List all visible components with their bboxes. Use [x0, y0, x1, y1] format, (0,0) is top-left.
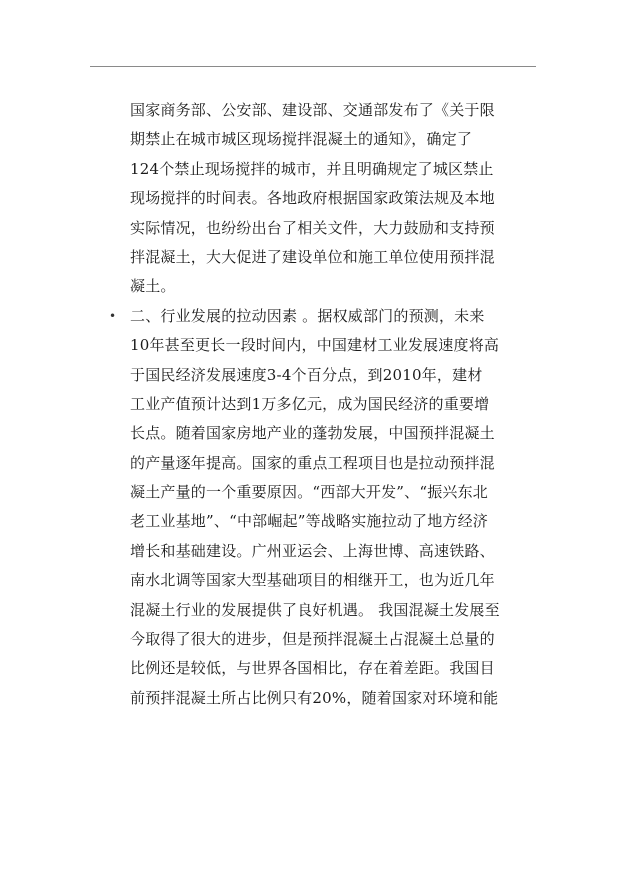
body-text [109, 96, 540, 713]
text-line: 前预拌混凝土所占比例只有20%，随着国家对环境和能 [130, 688, 499, 707]
header-divider [90, 66, 536, 67]
text-line: 老工业基地”、“中部崛起”等战略实施拉动了地方经济 [130, 512, 489, 531]
text-line: 凝土。 [130, 277, 176, 296]
text-line: 实际情况，也纷纷出台了相关文件，大力鼓励和支持预 [130, 218, 495, 237]
text-line: 二、行业发展的拉动因素 。据权威部门的预测，未来 [130, 306, 485, 325]
text-line: 的产量逐年提高。国家的重点工程项目也是拉动预拌混 [130, 453, 495, 472]
text-line: 凝土产量的一个重要原因。“西部大开发”、“振兴东北 [130, 483, 489, 502]
text-line: 工业产值预计达到1万多亿元，成为国民经济的重要增 [130, 394, 490, 413]
text-line: 混凝土行业的发展提供了良好机遇。 我国混凝土发展至 [130, 600, 500, 619]
text-line: 拌混凝土，大大促进了建设单位和施工单位使用预拌混 [130, 247, 495, 266]
list-item-growth-factors [109, 302, 540, 713]
text-line: 增长和基础建设。广州亚运会、上海世博、高速铁路、 [130, 541, 495, 560]
paragraph-policy [130, 96, 540, 302]
text-line: 于国民经济发展速度3-4个百分点，到2010年，建材 [130, 365, 483, 384]
text-line: 南水北调等国家大型基础项目的相继开工，也为近几年 [130, 571, 495, 590]
text-line: 比例还是较低，与世界各国相比，存在着差距。我国目 [130, 659, 495, 678]
bullet-icon: • [109, 308, 117, 323]
text-line: 现场搅拌的时间表。各地政府根据国家政策法规及本地 [130, 189, 495, 208]
text-line: 今取得了很大的进步，但是预拌混凝土占混凝土总量的 [130, 630, 495, 649]
text-line: 10年甚至更长一段时间内，中国建材工业发展速度将高 [130, 336, 500, 355]
text-line: 长点。随着国家房地产业的蓬勃发展，中国预拌混凝土 [130, 424, 495, 443]
text-line: 期禁止在城市城区现场搅拌混凝土的通知》，确定了 [130, 130, 473, 149]
text-line: 国家商务部、公安部、建设部、交通部发布了《关于限 [130, 101, 495, 119]
text-line: 124个禁止现场搅拌的城市，并且明确规定了城区禁止 [130, 159, 494, 178]
